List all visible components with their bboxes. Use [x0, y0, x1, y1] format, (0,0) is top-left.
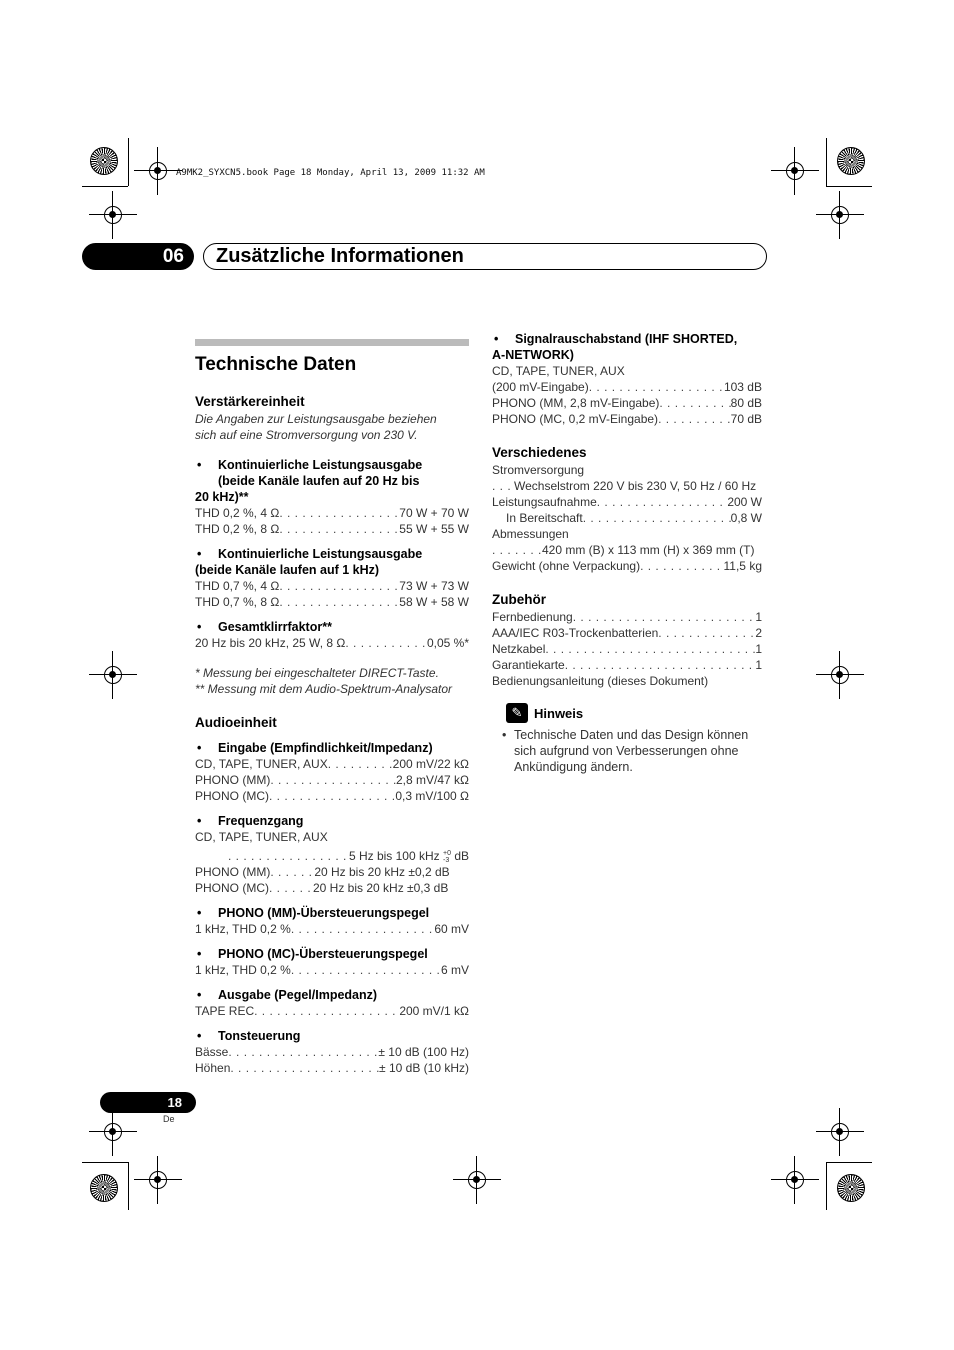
- spec-label: 20 Hz bis 20 kHz, 25 W, 8 Ω: [195, 636, 346, 650]
- bullet-output: • Ausgabe (Pegel/Impedanz): [195, 987, 469, 1003]
- crop-mark: [826, 138, 827, 186]
- spec-label: PHONO (MC): [195, 789, 269, 803]
- chapter-number-badge: 06: [82, 243, 194, 270]
- spec-label: PHONO (MC): [195, 881, 269, 895]
- chapter-title: Zusätzliche Informationen: [203, 243, 767, 270]
- bullet-phono-mm-overload: • PHONO (MM)-Übersteuerungspegel: [195, 905, 469, 921]
- note-line: Ankündigung ändern.: [514, 760, 633, 774]
- manual-item: Bedienungsanleitung (dieses Dokument): [492, 674, 709, 688]
- spec-row: [492, 510, 762, 526]
- bullet-line: 20 kHz)**: [195, 490, 249, 504]
- spec-label: 1 kHz, THD 0,2 %: [195, 922, 291, 936]
- spec-row: [195, 921, 469, 937]
- spec-label: THD 0,7 %, 8 Ω: [195, 595, 280, 609]
- note-text: [492, 727, 762, 775]
- bullet-line: • Kontinuierliche Leistungsausgabe: [218, 458, 423, 472]
- spec-row: [195, 594, 469, 610]
- bullet-line: A-NETWORK): [492, 348, 574, 362]
- spec-row: [492, 478, 762, 494]
- tolerance-minus: -3: [442, 856, 450, 864]
- spec-value: 2,8 mV/47 kΩ: [395, 773, 469, 787]
- amp-intro: [195, 411, 469, 443]
- freq-unit: dB: [454, 849, 469, 863]
- bullet-line: • Signalrauschabstand (IHF SHORTED,: [515, 332, 738, 346]
- spec-value: 1: [755, 642, 762, 656]
- spec-value: 70 dB: [730, 412, 762, 426]
- registration-sun-bottom-right: [837, 1174, 865, 1202]
- spec-row: [195, 521, 469, 537]
- spec-row: [195, 635, 469, 651]
- spec-label: PHONO (MM, 2,8 mV-Eingabe): [492, 396, 660, 410]
- spec-row: [195, 962, 469, 978]
- spec-label: 1 kHz, THD 0,2 %: [195, 963, 291, 977]
- spec-value: 420 mm (B) x 113 mm (H) x 369 mm (T): [542, 543, 755, 557]
- spec-label: (200 mV-Eingabe): [492, 380, 589, 394]
- language-code: De: [163, 1114, 175, 1124]
- spec-label: In Bereitschaft: [506, 511, 583, 525]
- bullet-thd: • Gesamtklirrfaktor**: [195, 619, 469, 635]
- spec-row: [195, 864, 469, 880]
- crop-mark: [128, 138, 129, 186]
- spec-row: [492, 542, 762, 558]
- spec-value: 0,3 mV/100 Ω: [395, 789, 469, 803]
- heading-accessories: Zubehör: [492, 592, 546, 607]
- spec-label: Garantiekarte: [492, 658, 565, 672]
- spec-label: THD 0,2 %, 4 Ω: [195, 506, 280, 520]
- spec-row: [195, 756, 469, 772]
- heading-misc: Verschiedenes: [492, 445, 587, 460]
- spec-row: [195, 880, 469, 896]
- spec-row: [195, 788, 469, 804]
- print-header: A9MK2_SYXCN5.book Page 18 Monday, April 13, 2009 11:32 AM: [176, 168, 485, 178]
- spec-label: PHONO (MM): [195, 865, 271, 879]
- left-column: [195, 339, 469, 1076]
- bullet-input: • Eingabe (Empfindlichkeit/Impedanz): [195, 740, 469, 756]
- spec-label: PHONO (MC, 0,2 mV-Eingabe): [492, 412, 659, 426]
- spec-value: 103 dB: [723, 380, 762, 394]
- amp-intro-line: sich auf eine Stromversorgung von 230 V.: [195, 428, 418, 442]
- section-title: Technische Daten: [195, 354, 357, 375]
- note-line: • Technische Daten und das Design können: [514, 728, 749, 742]
- spec-row: [195, 578, 469, 594]
- note-title: Hinweis: [534, 705, 584, 721]
- bullet-line: • Kontinuierliche Leistungsausgabe: [218, 547, 423, 561]
- spec-value: 70 W + 70 W: [399, 506, 469, 520]
- spec-row: [195, 772, 469, 788]
- power-label: Stromversorgung: [492, 463, 585, 477]
- crop-mark: [826, 1162, 827, 1210]
- bullet-phono-mc-overload: • PHONO (MC)-Übersteuerungspegel: [195, 946, 469, 962]
- crop-mark: [82, 1162, 128, 1163]
- spec-label: THD 0,2 %, 8 Ω: [195, 522, 280, 536]
- spec-value: 6 mV: [440, 963, 469, 977]
- spec-label: Gewicht (ohne Verpackung): [492, 559, 641, 573]
- crop-mark: [82, 186, 128, 187]
- spec-value: 1: [755, 658, 762, 672]
- freq-sub: CD, TAPE, TUNER, AUX: [195, 830, 328, 844]
- spec-value: Wechselstrom 220 V bis 230 V, 50 Hz / 60 Hz: [514, 479, 757, 493]
- footnote: * Messung bei eingeschalteter DIRECT-Taste.: [195, 666, 439, 680]
- crop-mark: [826, 1162, 872, 1163]
- spec-row: [492, 395, 762, 411]
- spec-row: [492, 641, 762, 657]
- spec-row: [195, 1044, 469, 1060]
- spec-value: 11,5 kg: [723, 559, 762, 573]
- spec-value: 200 mV/22 kΩ: [392, 757, 469, 771]
- registration-sun-top-left: [90, 147, 118, 175]
- note-header: [492, 703, 762, 723]
- spec-label: AAA/IEC R03-Trockenbatterien: [492, 626, 659, 640]
- bullet-tone-control: • Tonsteuerung: [195, 1028, 469, 1044]
- dimensions-label: Abmessungen: [492, 527, 569, 541]
- registration-sun-top-right: [837, 147, 865, 175]
- spec-row: [492, 558, 762, 574]
- spec-row: [492, 609, 762, 625]
- section-bar: [195, 339, 469, 346]
- spec-row: [195, 505, 469, 521]
- spec-label: Leistungsaufnahme: [492, 495, 597, 509]
- bullet-continuous-power-20hz: [195, 457, 469, 505]
- spec-value: 20 Hz bis 20 kHz ±0,2 dB: [314, 865, 450, 879]
- spec-value: 2: [755, 626, 762, 640]
- spec-label: Höhen: [195, 1061, 231, 1075]
- bullet-line: (beide Kanäle laufen auf 20 Hz bis: [218, 474, 420, 488]
- spec-value: 200 W: [727, 495, 762, 509]
- bullet-continuous-power-1khz: [195, 546, 469, 578]
- spec-value: [349, 848, 469, 864]
- note-line: sich aufgrund von Verbesserungen ohne: [514, 744, 739, 758]
- page-number-badge: 18: [100, 1092, 196, 1113]
- spec-row: [492, 625, 762, 641]
- spec-row: [492, 379, 762, 395]
- spec-value: 0,8 W: [730, 511, 762, 525]
- spec-label: THD 0,7 %, 4 Ω: [195, 579, 280, 593]
- spec-value: 60 mV: [434, 922, 469, 936]
- tolerance-plus: +0: [442, 849, 451, 857]
- amp-intro-line: Die Angaben zur Leistungsausgabe beziehen: [195, 412, 437, 426]
- spec-value: 73 W + 73 W: [399, 579, 469, 593]
- crop-mark: [826, 186, 872, 187]
- spec-value: 80 dB: [730, 396, 762, 410]
- spec-label: PHONO (MM): [195, 773, 271, 787]
- freq-value: 5 Hz bis 100 kHz: [348, 849, 440, 863]
- snr-sub: CD, TAPE, TUNER, AUX: [492, 364, 625, 378]
- pencil-icon: ✎: [506, 703, 528, 723]
- footnotes: [195, 665, 469, 697]
- footnote: ** Messung mit dem Audio-Spektrum-Analysator: [195, 682, 452, 696]
- spec-row: [492, 657, 762, 673]
- spec-label: CD, TAPE, TUNER, AUX: [195, 757, 328, 771]
- spec-value: ± 10 dB (100 Hz): [378, 1045, 469, 1059]
- spec-label: Bässe: [195, 1045, 229, 1059]
- crop-mark: [128, 1162, 129, 1210]
- spec-value: 55 W + 55 W: [399, 522, 469, 536]
- spec-row: [492, 411, 762, 427]
- spec-value: 200 mV/1 kΩ: [399, 1004, 469, 1018]
- spec-label: Fernbedienung: [492, 610, 573, 624]
- spec-row: [195, 1060, 469, 1076]
- spec-row: [195, 848, 469, 864]
- spec-value: 20 Hz bis 20 kHz ±0,3 dB: [313, 881, 449, 895]
- spec-value: 0,05 %*: [426, 636, 469, 650]
- spec-row: [195, 1003, 469, 1019]
- bullet-snr: [492, 331, 762, 363]
- spec-value: 58 W + 58 W: [399, 595, 469, 609]
- registration-sun-bottom-left: [90, 1174, 118, 1202]
- spec-value: ± 10 dB (10 kHz): [379, 1061, 469, 1075]
- spec-label: Netzkabel: [492, 642, 546, 656]
- bullet-line: (beide Kanäle laufen auf 1 kHz): [195, 563, 380, 577]
- bullet-frequency-response: • Frequenzgang: [195, 813, 469, 829]
- spec-value: 1: [755, 610, 762, 624]
- heading-audio-unit: Audioeinheit: [195, 715, 277, 730]
- right-column: [492, 331, 762, 775]
- heading-amplifier: Verstärkereinheit: [195, 394, 305, 409]
- spec-label: TAPE REC: [195, 1004, 255, 1018]
- spec-row: [492, 494, 762, 510]
